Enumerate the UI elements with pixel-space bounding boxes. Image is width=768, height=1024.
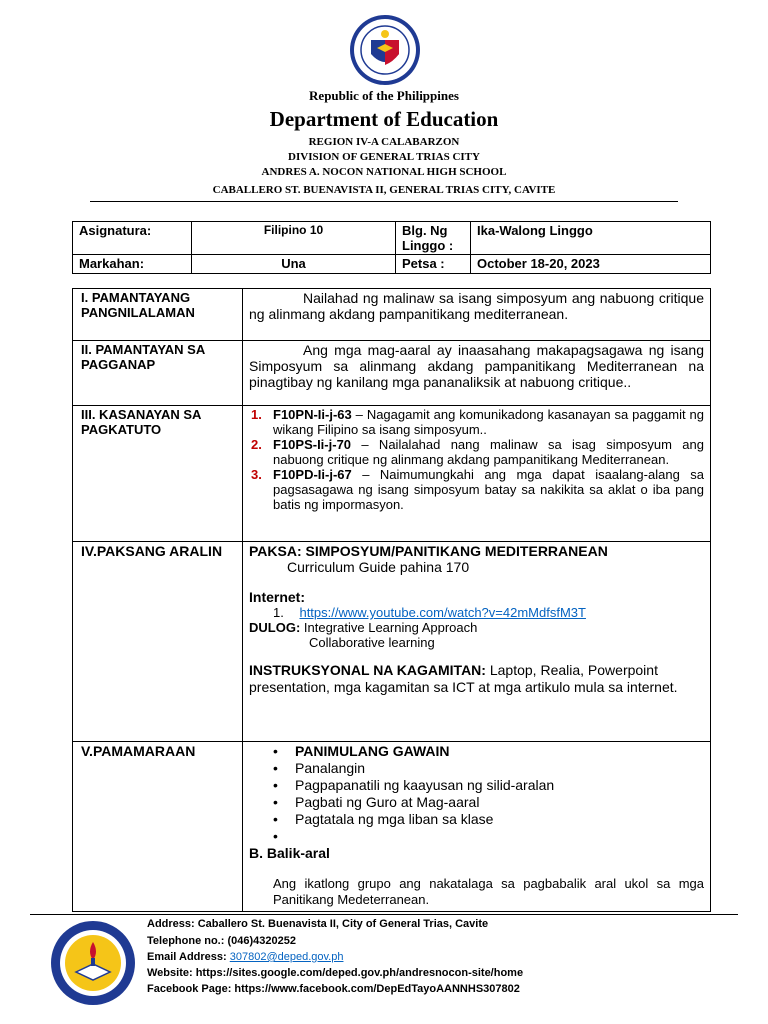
school-address-line: CABALLERO ST. BUENAVISTA II, GENERAL TRIAS CITY, CAVITE: [212, 184, 556, 196]
footer-facebook: Facebook Page: https://www.facebook.com/DepEdTayoAANNHS307802: [147, 983, 520, 995]
section-5-content: [243, 742, 711, 912]
deped-seal-logo: [349, 14, 421, 86]
info-table: [72, 221, 711, 274]
department-title: Department of Education: [269, 107, 499, 131]
paksa-title: PAKSA: SIMPOSYUM/PANITIKANG MEDITERRANEAN: [249, 543, 608, 559]
section-1-text: Nailahad ng malinaw sa isang simposyum ang nabuong critique ng alinmang akdang pampanitikang mediterranean.: [243, 289, 711, 341]
date-label: Petsa :: [396, 255, 471, 274]
list-item: • PANIMULANG GAWAIN: [273, 743, 450, 759]
list-item: • Panalangin: [273, 760, 366, 776]
republic-line: Republic of the Philippines: [309, 88, 459, 103]
section-4-label: IV.PAKSANG ARALIN: [73, 542, 243, 742]
objective-text: – Naimumungkahi ang mga dapat isaalang-alang sa pagsasagawa ng isang simposyum batay sa nakikita sa aklat o iba pang batis ng impormasyon.: [273, 467, 704, 512]
footer-email-label: Email Address:: [147, 951, 230, 963]
internet-label: Internet:: [249, 589, 305, 605]
list-item: •: [273, 828, 278, 844]
footer-website: Website: https://sites.google.com/deped.gov.ph/andresnocon-site/home: [147, 967, 524, 979]
week-value: Ika-Walong Linggo: [471, 222, 711, 255]
section-2-text: Ang mga mag-aaral ay inaasahang makapagsagawa ng isang Simposyum sa alinmang akdang pampanitikang Mediterranean na pinagtibay ng kanilang mga pananaliksik at nabuong critique..: [243, 341, 711, 406]
list-item: • Pagbati ng Guro at Mag-aaral: [273, 794, 480, 810]
footer-divider: [30, 914, 738, 915]
region-line: REGION IV-A CALABARZON: [308, 136, 460, 148]
objective-text: – Nagagamit ang komunikadong kasanayan sa paggamit ng wikang Filipino sa isang simposyum..: [273, 407, 704, 437]
balik-aral-text: Ang ikatlong grupo ang nakatalaga sa pagbabalik aral ukol sa mga Panitikang Medeterranean.: [273, 876, 704, 907]
header-divider: [90, 201, 678, 202]
objective-text: – Nailalahad nang malinaw sa isag simposyum ang nabuong critique ng alinmang akdang pampanitikang Mediterranean.: [273, 437, 704, 467]
lesson-plan-table: [72, 288, 711, 912]
subject-value: Filipino 10: [192, 222, 396, 255]
dulog-label: DULOG:: [249, 620, 301, 635]
dulog-collaborative: Collaborative learning: [309, 635, 435, 650]
quarter-value: Una: [192, 255, 396, 274]
date-value: October 18-20, 2023: [471, 255, 711, 274]
section-5-label: V.PAMAMARAAN: [73, 742, 243, 912]
youtube-link[interactable]: https://www.youtube.com/watch?v=42mMdfsfM3T: [299, 605, 586, 620]
objective-code: F10PS-Ii-j-70: [273, 437, 352, 452]
subject-label: Asignatura:: [73, 222, 192, 255]
objective-item: 2. F10PS-Ii-j-70 – Nailalahad nang malinaw sa isag simposyum ang nabuong critique ng alinmang akdang pampanitikang Mediterranean.: [251, 437, 704, 467]
instr-label: INSTRUKSYONAL NA KAGAMITAN:: [249, 662, 486, 678]
school-logo: [50, 920, 136, 1006]
objective-item: 1. F10PN-Ii-j-63 – Nagagamit ang komunikadong kasanayan sa paggamit ng wikang Filipino sa isang simposyum..: [251, 407, 704, 437]
section-3-content: [243, 406, 711, 542]
footer-address: Address: Caballero St. Buenavista II, City of General Trias, Cavite: [147, 918, 489, 930]
objective-code: F10PD-Ii-j-67: [273, 467, 352, 482]
footer-telephone: Telephone no.: (046)4320252: [147, 935, 296, 947]
balik-aral-label: B. Balik-aral: [249, 845, 330, 861]
division-line: DIVISION OF GENERAL TRIAS CITY: [288, 151, 480, 163]
school-line: ANDRES A. NOCON NATIONAL HIGH SCHOOL: [261, 166, 507, 178]
section-2-label: II. PAMANTAYAN SA PAGGANAP: [73, 341, 243, 406]
section-3-label: III. KASANAYAN SA PAGKATUTO: [73, 406, 243, 542]
section-1-label: I. PAMANTAYANG PANGNILALAMAN: [73, 289, 243, 341]
curriculum-guide: Curriculum Guide pahina 170: [287, 559, 470, 575]
section-4-content: [243, 542, 711, 742]
instr-text: Laptop, Realia, Powerpoint presentation, mga kagamitan sa ICT at mga artikulo mula sa internet.: [249, 662, 678, 695]
objective-item: 3. F10PD-Ii-j-67 – Naimumungkahi ang mga dapat isaalang-alang sa pagsasagawa ng isang simposyum batay sa nakikita sa aklat o iba pang batis ng impormasyon.: [251, 467, 704, 512]
quarter-label: Markahan:: [73, 255, 192, 274]
list-item: • Pagtatala ng mga liban sa klase: [273, 811, 494, 827]
dulog-approach: Integrative Learning Approach: [300, 620, 478, 635]
link-number: 1.: [273, 605, 284, 620]
list-item: • Pagpapanatili ng kaayusan ng silid-aralan: [273, 777, 555, 793]
week-label: Blg. Ng Linggo :: [396, 222, 471, 255]
footer-email-link[interactable]: 307802@deped.gov.ph: [229, 951, 344, 963]
objective-code: F10PN-Ii-j-63: [273, 407, 352, 422]
